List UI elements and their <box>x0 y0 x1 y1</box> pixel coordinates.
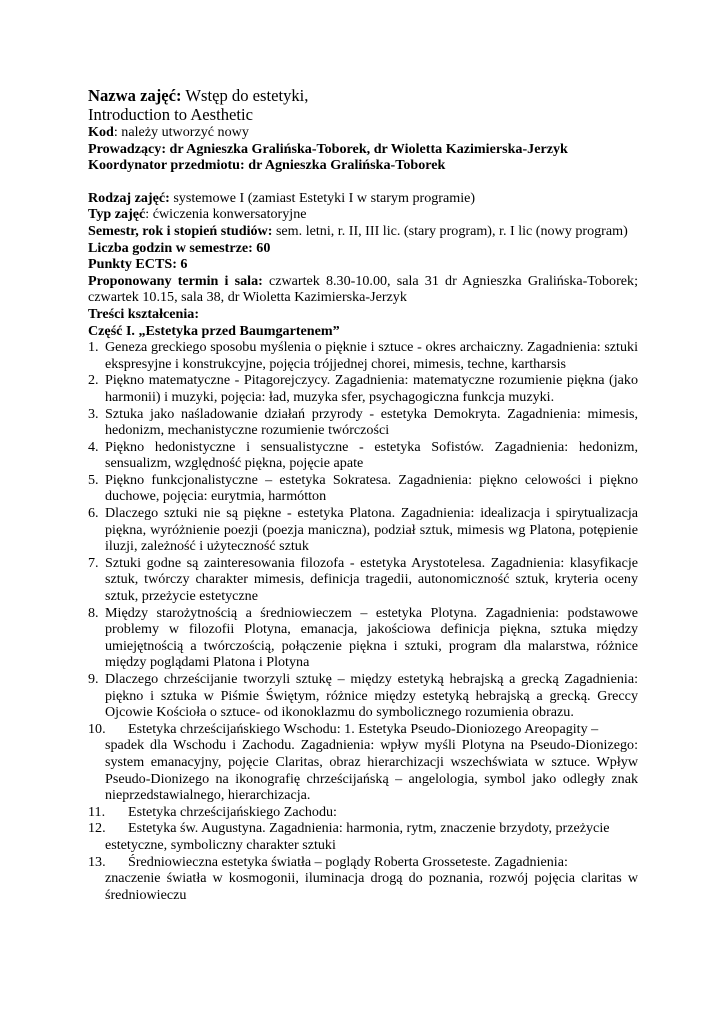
list-item <box>88 555 638 605</box>
list-item-text: Geneza greckiego sposobu myślenia o pięknie i sztuce - okres archaiczny. Zagadnienia: sztuki ekspresyjne i konstrukcyjne, pojęcia trójjednej chorei, mimesis, techne, kartharsis <box>105 339 638 372</box>
list-item-first-line: Estetyka św. Augustyna. Zagadnienia: harmonia, rytm, znaczenie brzydoty, przeżycie <box>128 820 610 837</box>
code-label: Kod <box>88 124 114 140</box>
instructors-line <box>88 141 638 158</box>
class-type-value: : ćwiczenia konwersatoryjne <box>145 206 307 223</box>
list-item-first-line: Estetyka chrześcijańskiego Wschodu: 1. Estetyka Pseudo-Dioniozego Areopagity – <box>128 720 599 737</box>
list-item <box>88 372 638 405</box>
list-item-number: 4. <box>88 438 99 455</box>
instructors-label: Prowadzący: <box>88 140 167 157</box>
list-item <box>88 671 638 721</box>
list-item-text: Piękno matematyczne - Pitagorejczycy. Zagadnienia: matematyczne rozumienie piękna (jako harmonii) i muzyki, pojęcia: ład, muzyka sfer, psychagogiczna funkcja muzyki. <box>105 372 638 405</box>
list-item <box>88 854 638 904</box>
instructors-value: dr Agnieszka Gralińska-Toborek, dr Wioletta Kazimierska-Jerzyk <box>166 140 568 157</box>
course-type-label: Rodzaj zajęć: <box>88 189 170 206</box>
course-english-title: Introduction to Aesthetic <box>88 105 253 124</box>
list-item-number: 6. <box>88 505 99 522</box>
topics-list <box>88 339 638 903</box>
list-item-number: 2. <box>88 372 99 389</box>
course-name-label: Nazwa zajęć: <box>88 86 182 105</box>
section-spacer <box>88 174 638 190</box>
list-item <box>88 406 638 439</box>
coordinator-label: Koordynator przedmiotu: <box>88 157 245 174</box>
schedule-value: czwartek 8.30-10.00, sala 31 dr Agnieszka Gralińska-Toborek; czwartek 10.15, sala 38, dr Wioletta Kazimierska-Jerzyk <box>88 272 638 306</box>
code-line <box>88 124 638 141</box>
class-type-line <box>88 206 638 223</box>
list-item-number: 12. <box>88 820 106 837</box>
coordinator-value: dr Agnieszka Gralińska-Toborek <box>244 157 446 174</box>
list-item <box>88 339 638 372</box>
semester-line <box>88 223 638 240</box>
schedule-label: Proponowany termin i sala: <box>88 272 263 289</box>
list-item-number: 9. <box>88 671 99 687</box>
list-item-text: Sztuka jako naśladowanie działań przyrody - estetyka Demokryta. Zagadnienia: mimesis, hedonizm, mechanistyczne rozumienie twórczości <box>105 405 638 439</box>
class-type-label: Typ zajęć <box>88 206 146 223</box>
list-item-number: 5. <box>88 471 99 488</box>
list-item-text: Dlaczego sztuki nie są piękne - estetyka Platona. Zagadnienia: idealizacja i spirytualizacja piękna, wyróżnienie poezji (poezja maniczna), podział sztuk, mimesis wg Platona, potępienie iluzji, zależność i użyteczność sztuk <box>105 505 638 555</box>
course-name-line <box>88 86 638 105</box>
list-item-text: Piękno funkcjonalistyczne – estetyka Sokratesa. Zagadnienia: piękno celowości i piękno duchowe, pojęcia: eurytmia, harmótton <box>105 471 638 505</box>
course-name-value: Wstęp do estetyki, <box>181 86 309 105</box>
list-item-continuation: estetyczne, symboliczny charakter sztuki <box>105 836 336 853</box>
course-type-value: systemowe I (zamiast Estetyki I w starym programie) <box>169 189 476 206</box>
list-item <box>88 820 638 853</box>
list-item-continuation: znaczenie światła w kosmogonii, iluminacja drogą do poznania, rozwój pojęcia claritas w średniowieczu <box>105 870 638 903</box>
list-item-number: 10. <box>88 720 106 737</box>
semester-label: Semestr, rok i stopień studiów: <box>88 222 273 239</box>
hours-line: Liczba godzin w semestrze: 60 <box>88 239 271 256</box>
course-type-line <box>88 190 638 207</box>
list-item-continuation: spadek dla Wschodu i Zachodu. Zagadnienia: wpływ myśli Plotyna na Pseudo-Dionizego: system emanacyjny, pojęcie Claritas, obraz hierarchizacji wszechświata w sztuce. Wpływ Pseudo-Dionizego na ikonografię chrześcijańską – angelologia, symbol jako odległy znak nieprzedstawialnego, hierarchizacja. <box>105 737 638 804</box>
list-item-number: 3. <box>88 405 99 422</box>
list-item-number: 1. <box>88 339 99 356</box>
list-item <box>88 472 638 505</box>
semester-value: sem. letni, r. II, III lic. (stary program), r. I lic (nowy program) <box>272 222 628 239</box>
list-item <box>88 721 638 804</box>
list-item-number: 7. <box>88 554 99 571</box>
list-item-text: Między starożytnością a średniowieczem – estetyka Plotyna. Zagadnienia: podstawowe problemy w filozofii Plotyna, emanacja, jakościowa definicja piękna, sztuka między umiejętnością a twórczością, połączenie piękna i sztuki, program dla malarstwa, różnice między poglądami Platona i Plotyna <box>105 604 638 671</box>
list-item <box>88 505 638 555</box>
list-item-text: Sztuki godne są zainteresowania filozofa - estetyka Arystotelesa. Zagadnienia: klasyfikacje sztuk, twórczy charakter mimesis, definicja tragedii, autonomiczność sztuk, kryteria oceny sztuk, przeżycie estetyczne <box>105 554 638 605</box>
list-item-first-line: Estetyka chrześcijańskiego Zachodu: <box>128 803 337 820</box>
list-item-text: Dlaczego chrześcijanie tworzyli sztukę – między estetyką hebrajską a grecką Zagadnienia: piękno i sztuka w Piśmie Świętym, różnice między estetyką hebrajską a grecką. Greccy Ojcowie Kościoła o sztuce- od ikonoklazmu do symbolicznego rozumienia obrazu. <box>105 671 638 721</box>
coordinator-line <box>88 157 638 174</box>
document-content <box>88 86 638 903</box>
list-item-number: 13. <box>88 853 106 870</box>
list-item-text: Piękno hedonistyczne i sensualistyczne - estetyka Sofistów. Zagadnienia: hedonizm, sensualizm, względność piękna, pojęcie apate <box>105 438 638 472</box>
list-item-number: 8. <box>88 604 99 621</box>
list-item <box>88 804 638 821</box>
list-item <box>88 439 638 472</box>
part-heading: Część I. „Estetyka przed Baumgartenem” <box>88 322 340 339</box>
contents-heading: Treści kształcenia: <box>88 305 200 322</box>
code-value: : należy utworzyć nowy <box>113 124 249 140</box>
list-item-number: 11. <box>88 803 106 820</box>
list-item <box>88 605 638 671</box>
list-item-first-line: Średniowieczna estetyka światła – poglądy Roberta Grosseteste. Zagadnienia: <box>128 853 568 870</box>
schedule-line <box>88 273 638 306</box>
ects-line: Punkty ECTS: 6 <box>88 256 188 273</box>
